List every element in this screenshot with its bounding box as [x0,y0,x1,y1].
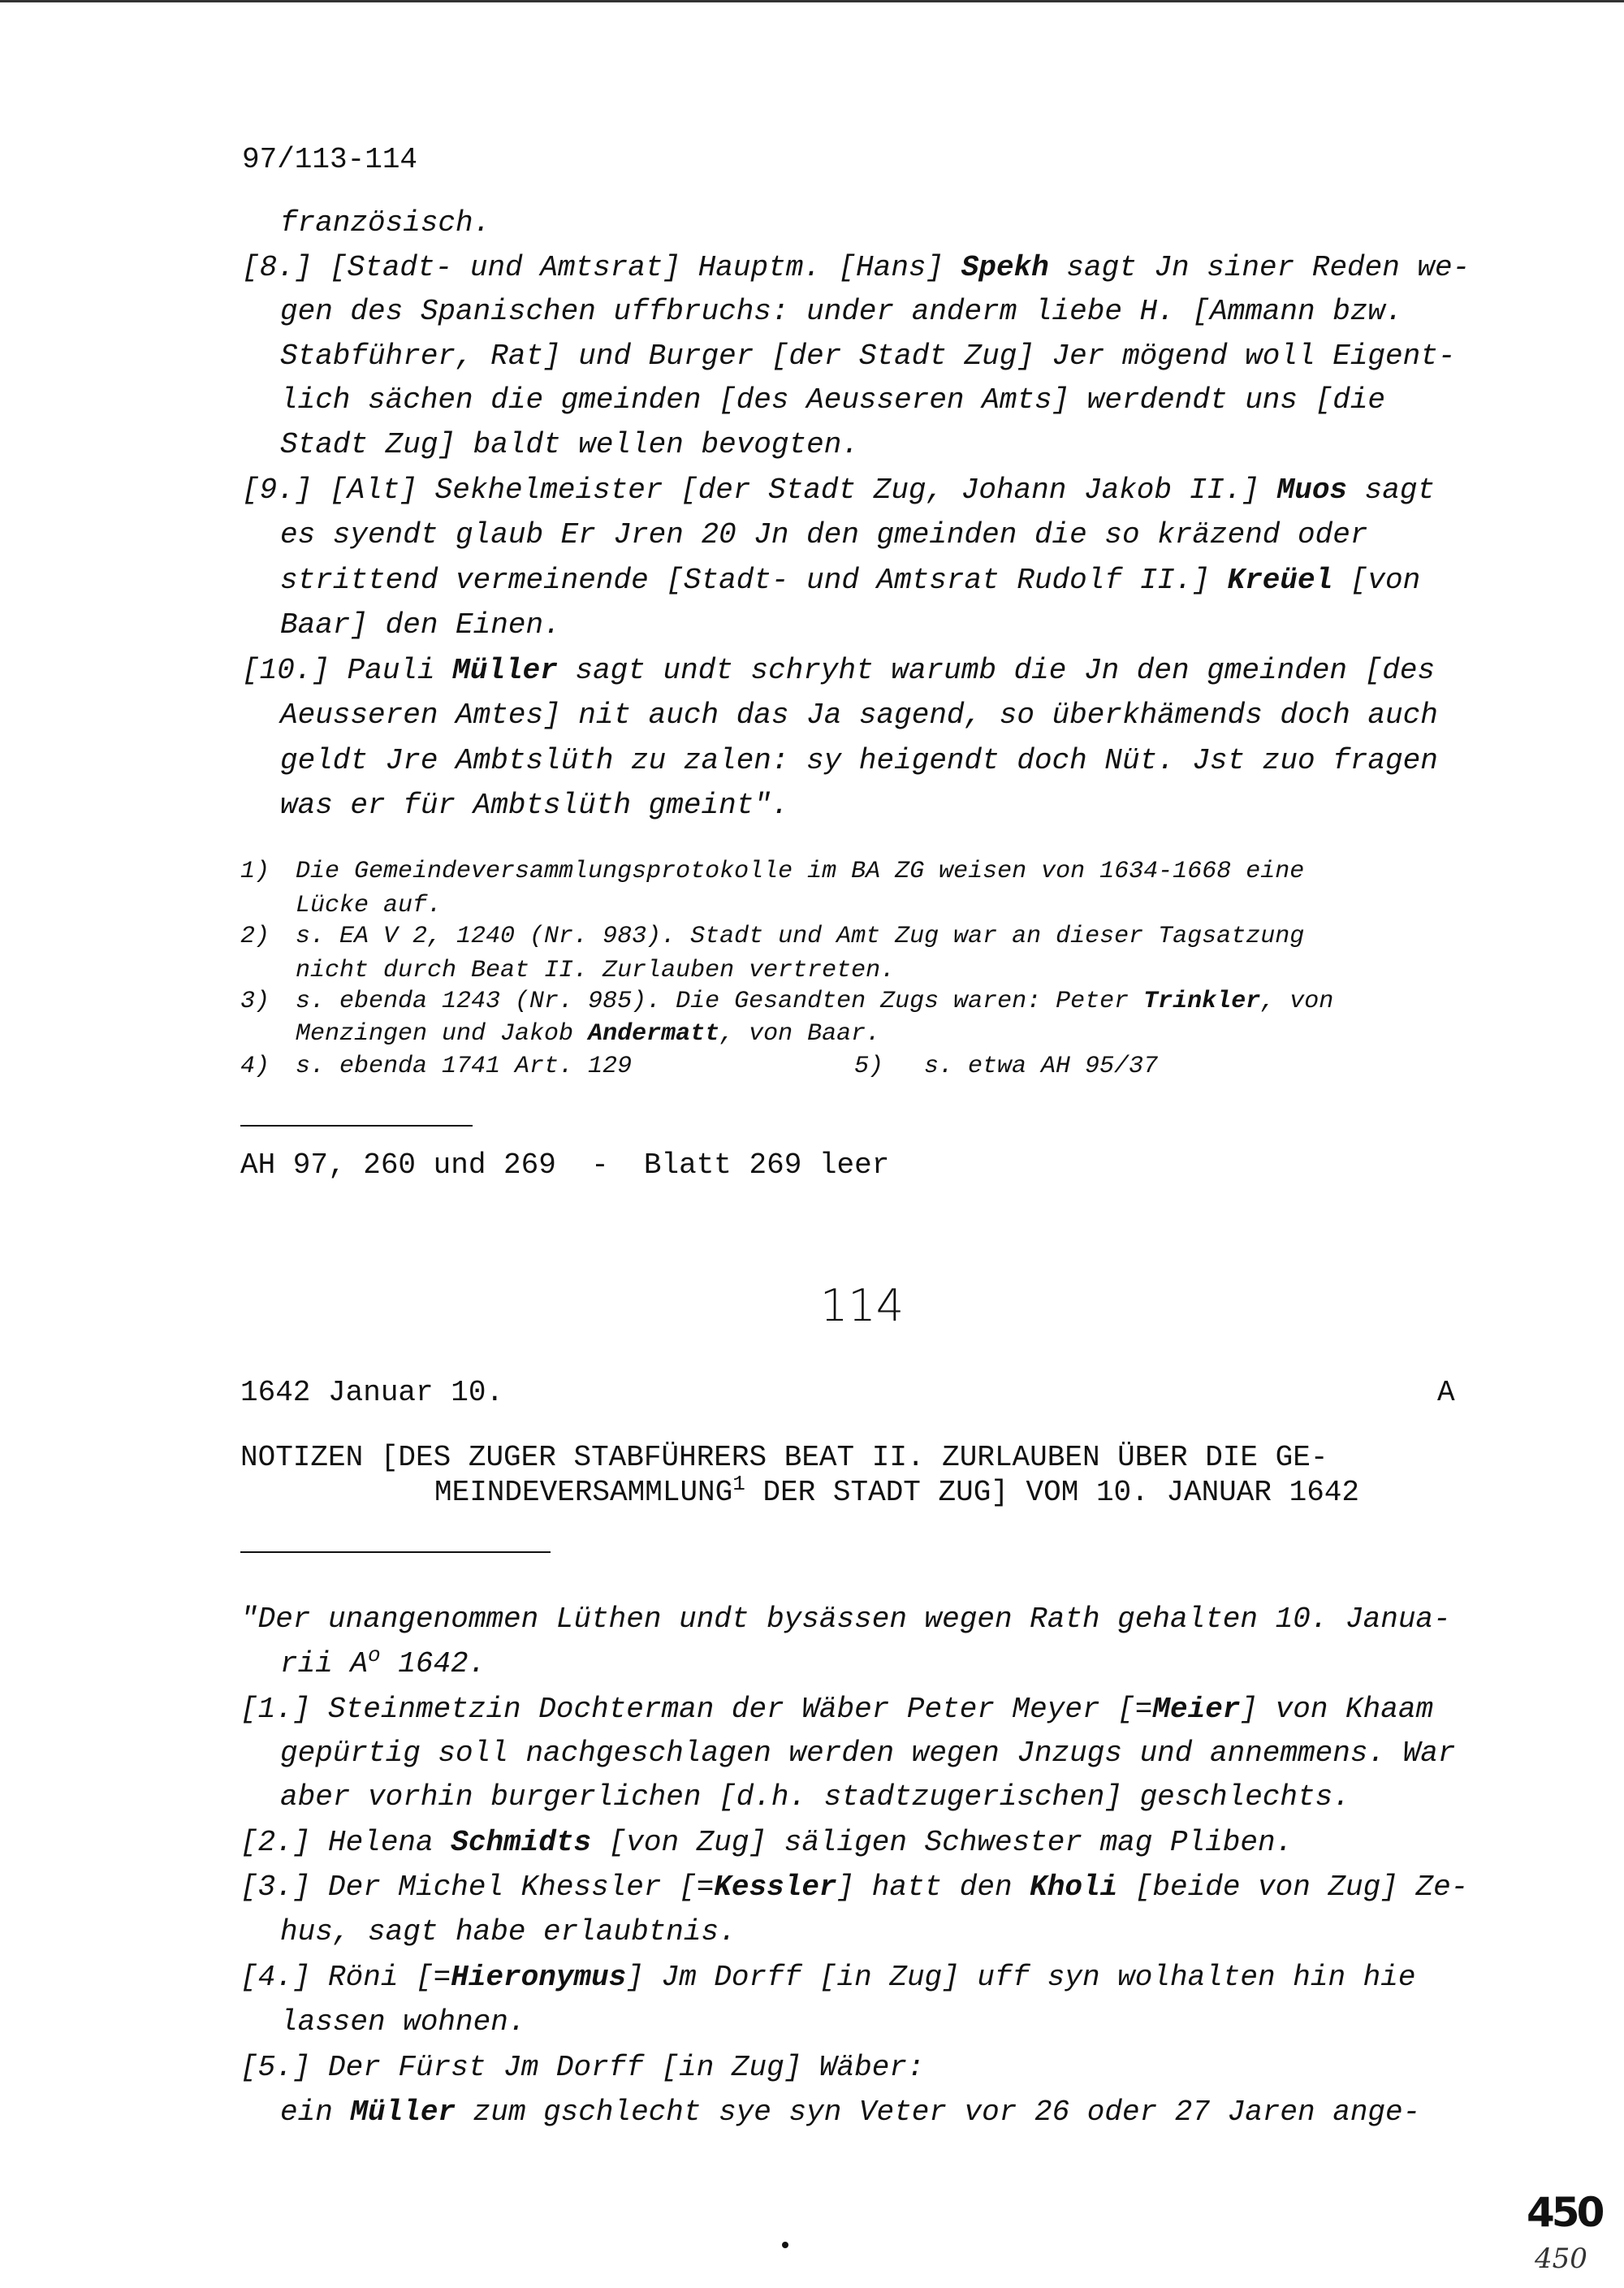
scan-speck [782,2242,788,2248]
footnote-text: s. EA V 2, 1240 (Nr. 983). Stadt und Amt Zug war an dieser Tagsatzung [296,923,1305,950]
document-class: A [1437,1376,1455,1409]
document-date: 1642 Januar 10. [240,1376,504,1409]
entry-8: [8.] [Stadt- und Amtsrat] Hauptm. [Hans] Spekh sagt Jn siner Reden we- [242,251,1471,284]
entry-4: [4.] Röni [=Hieronymus] Jm Dorff [in Zug] uff syn wolhalten hin hie [240,1961,1416,1994]
person-name: Müller [452,654,558,687]
handwritten-page-number: 450 [1535,2243,1587,2275]
footnote-marker: 3) [240,988,270,1015]
entry-5: [5.] Der Fürst Jm Dorff [in Zug] Wäber: [240,2051,925,2084]
person-name: Spekh [961,251,1049,284]
text-line: aber vorhin burgerlichen [d.h. stadtzugerischen] geschlechts. [280,1780,1350,1814]
document-number: 114 [820,1280,905,1331]
text-line: Stabführer, Rat] und Burger [der Stadt Zug] Jer mögend woll Eigent- [280,340,1456,373]
footnote-text: Die Gemeindeversammlungsprotokolle im BA ZG weisen von 1634-1668 eine [296,858,1305,885]
text-line: gepürtig soll nachgeschlagen werden wegen Jnzugs und annemmens. War [280,1737,1456,1770]
entry-3: [3.] Der Michel Khessler [=Kessler] hatt den Kholi [beide von Zug] Ze- [240,1871,1469,1904]
footnote-text: Menzingen und Jakob Andermatt, von Baar. [296,1020,881,1048]
text-line: gen des Spanischen uffbruchs: under anderm liebe H. [Ammann bzw. [280,295,1403,328]
text-line: lich sächen die gmeinden [des Aeusseren Amts] werdendt uns [die [280,383,1386,417]
text-line: ein Müller zum gschlecht sye syn Veter vor 26 oder 27 Jaren ange- [280,2096,1421,2129]
text-line: lassen wohnen. [280,2005,526,2039]
text-line: hus, sagt habe erlaubtnis. [280,1915,736,1948]
page-reference: 97/113-114 [242,143,418,176]
footnote-text: s. etwa AH 95/37 [924,1053,1159,1080]
text-line: rii $A^o$ 1642. [280,1643,486,1680]
entry-2: [2.] Helena Schmidts [von Zug] säligen Schwester mag Pliben. [240,1826,1294,1859]
footnote-text: nicht durch Beat II. Zurlauben vertreten. [296,957,896,984]
person-name: Muos [1276,474,1348,507]
footnote-marker: 4) [240,1053,270,1080]
document-title-cont: MEINDEVERSAMMLUNG$^1$ DER STADT ZUG] VOM 10. JANUAR 1642 [434,1472,1359,1509]
text-line: Baar] den Einen. [280,608,561,642]
footnote-marker: 5) [854,1053,884,1080]
text-line: "Der unangenommen Lüthen undt bysässen wegen Rath gehalten 10. Janua- [240,1602,1451,1636]
text-line: was er für Ambtslüth gmeint". [280,789,789,822]
footnote-text: s. ebenda 1741 Art. 129 [296,1053,633,1080]
entry-10: [10.] Pauli Müller sagt undt schryht warumb die Jn den gmeinden [des [242,654,1436,687]
text-line: Stadt Zug] baldt wellen bevogten. [280,428,859,461]
footnote-ref: 1 [732,1472,745,1496]
text-line: französisch. [280,206,491,240]
source-reference: AH 97, 260 und 269 - Blatt 269 leer [240,1148,890,1182]
footnote-text: Lücke auf. [296,892,443,919]
page-stamp: 450 [1527,2189,1602,2236]
footnote-marker: 1) [240,858,270,885]
text-line: strittend vermeinende [Stadt- und Amtsrat Rudolf II.] Kreüel [von [280,564,1421,597]
divider [240,1551,551,1553]
document-title: NOTIZEN [DES ZUGER STABFÜHRERS BEAT II. ZURLAUBEN ÜBER DIE GE- [240,1441,1328,1474]
text-line: es syendt glaub Er Jren 20 Jn den gmeinden die so kräzend oder [280,518,1368,551]
divider [240,1125,473,1127]
footnote-marker: 2) [240,923,270,950]
text-line: geldt Jre Ambtslüth zu zalen: sy heigendt doch Nüt. Jst zuo fragen [280,744,1438,777]
person-name: Kreüel [1227,564,1333,597]
text-line: Aeusseren Amtes] nit auch das Ja sagend, so überkhämends doch auch [280,699,1438,732]
entry-9: [9.] [Alt] Sekhelmeister [der Stadt Zug, Johann Jakob II.] Muos sagt [242,474,1436,507]
entry-1: [1.] Steinmetzin Dochterman der Wäber Peter Meyer [=Meier] von Khaam [240,1693,1434,1726]
footnote-text: s. ebenda 1243 (Nr. 985). Die Gesandten Zugs waren: Peter Trinkler, von [296,988,1334,1015]
